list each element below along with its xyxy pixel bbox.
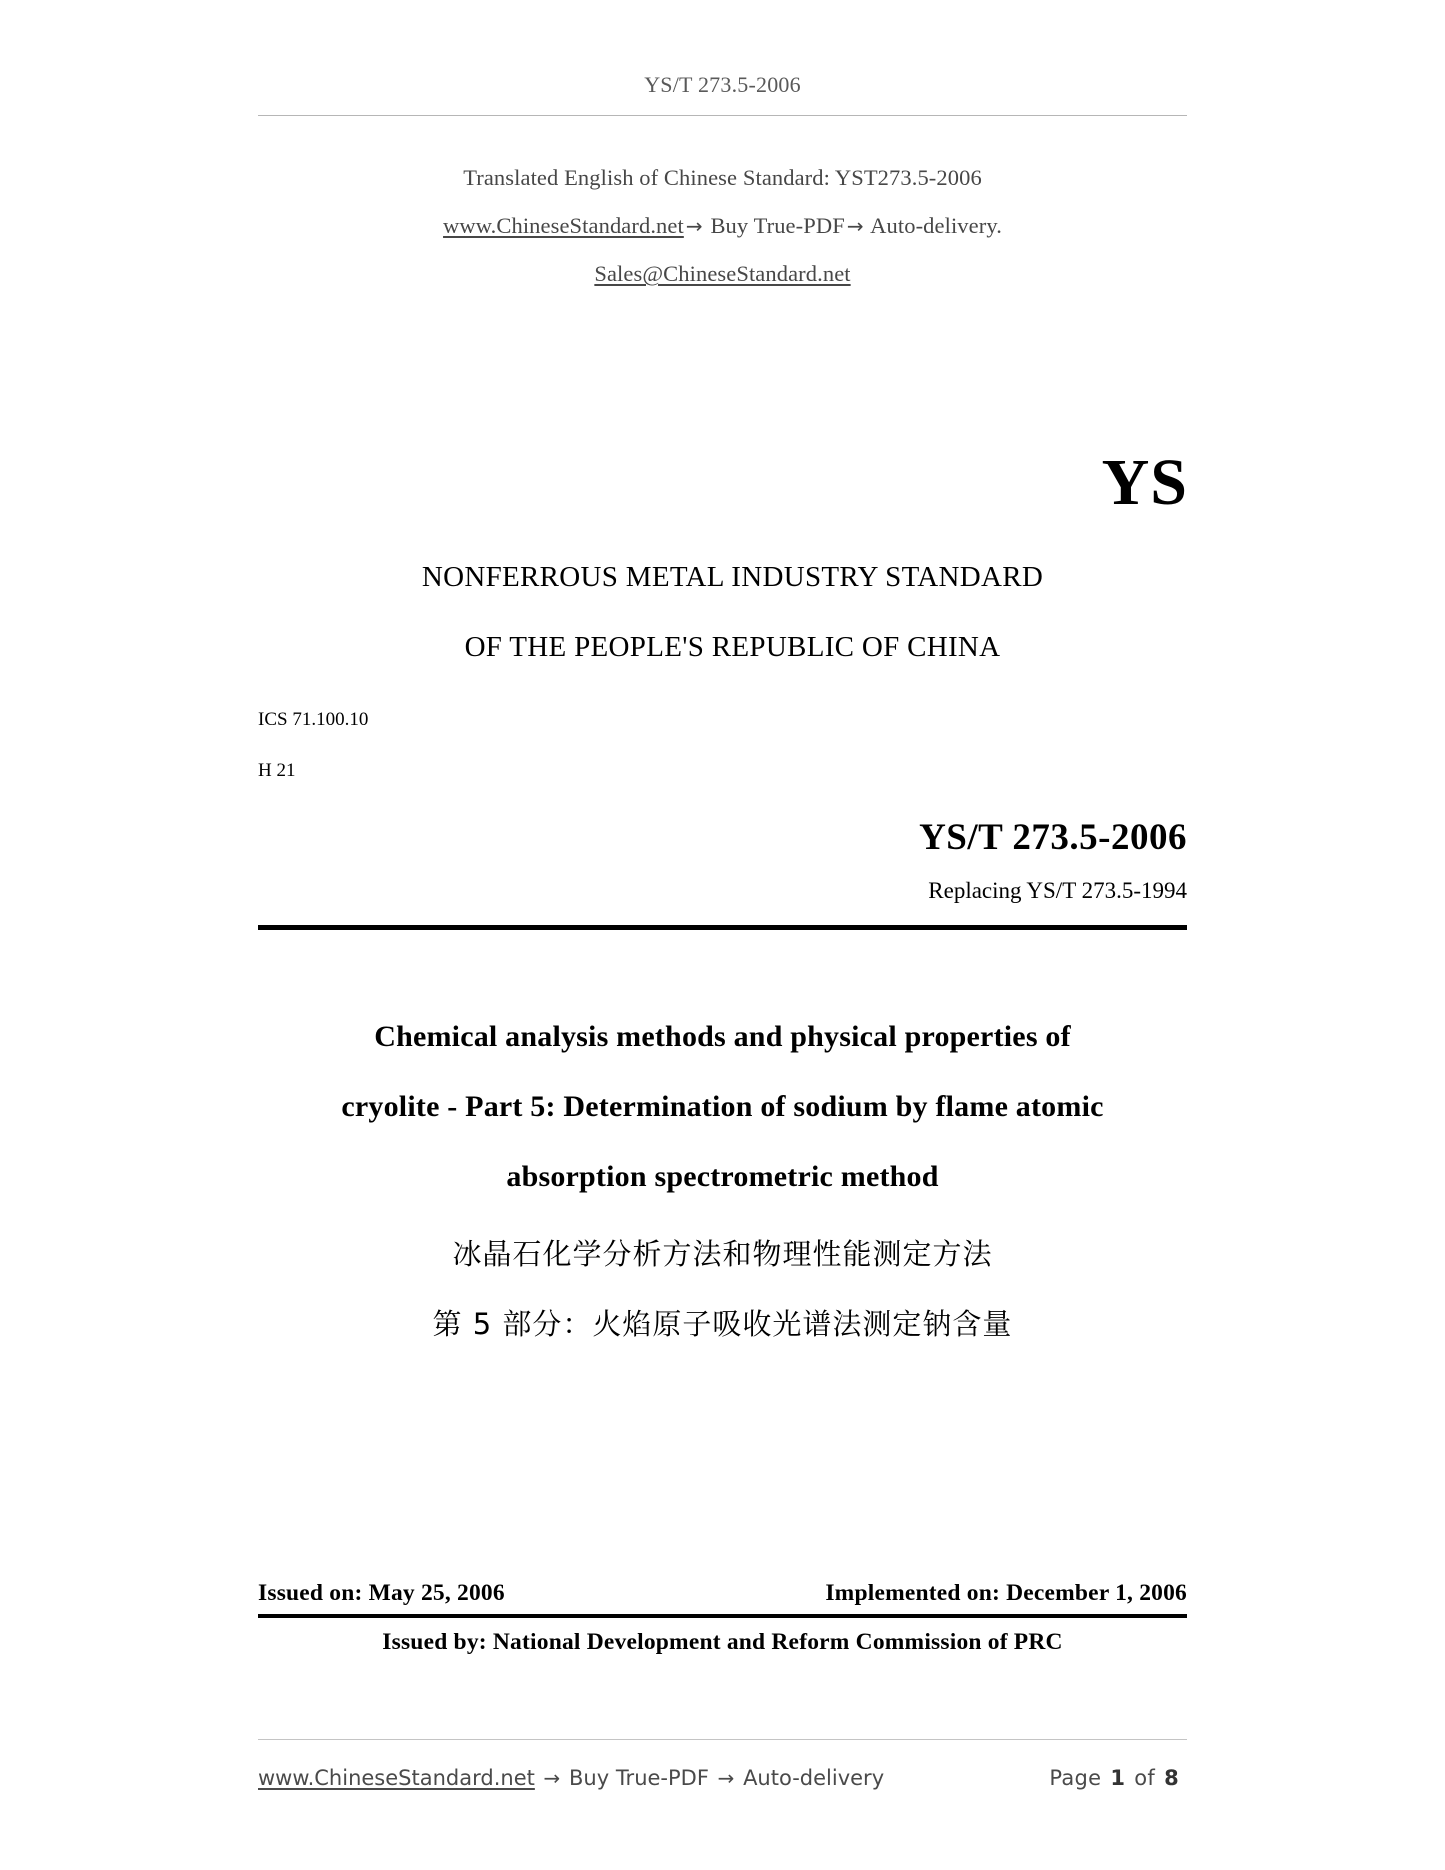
- page-label: Page: [1049, 1766, 1102, 1790]
- issuance-divider: [258, 1614, 1187, 1618]
- title-zh-line-2: 第 5 部分：火焰原子吸收光谱法测定钠含量: [432, 1307, 1013, 1341]
- organization-heading: [0, 542, 1445, 682]
- issuance-dates-row: [258, 1580, 1187, 1607]
- page-total: 8: [1164, 1766, 1179, 1790]
- page-of-label: of: [1134, 1766, 1156, 1790]
- title-en-line-2: cryolite - Part 5: Determination of sodium by flame atomic: [341, 1090, 1104, 1123]
- arrow-icon-3: →: [543, 1766, 561, 1790]
- standard-replacing: Replacing YS/T 273.5-1994: [928, 878, 1187, 903]
- classification-codes: [0, 694, 1445, 796]
- classification-code: H 21: [258, 760, 296, 781]
- header-divider: [258, 115, 1187, 116]
- promo-email-link[interactable]: Sales@ChineseStandard.net: [594, 261, 851, 286]
- issued-on-date: Issued on: May 25, 2006: [258, 1580, 505, 1606]
- footer-row: [258, 1766, 1187, 1790]
- title-en-line-3: absorption spectrometric method: [506, 1160, 939, 1193]
- arrow-icon-4: →: [717, 1766, 735, 1790]
- arrow-icon-1: →: [685, 214, 703, 238]
- promo-website-link[interactable]: www.ChineseStandard.net: [443, 213, 684, 238]
- implemented-on-date: Implemented on: December 1, 2006: [825, 1580, 1187, 1606]
- promo-buy-text: Buy True-PDF: [710, 213, 845, 238]
- arrow-icon-2: →: [846, 214, 864, 238]
- footer-delivery-text: Auto-delivery: [743, 1766, 885, 1790]
- page-footer: [258, 1739, 1187, 1790]
- promo-email-line: [0, 250, 1445, 298]
- standard-number-block: [0, 814, 1445, 906]
- footer-promo: [258, 1766, 884, 1790]
- promo-purchase-line: [0, 202, 1445, 250]
- header-standard-id: YS/T 273.5-2006: [644, 72, 801, 97]
- page-indicator: [1049, 1766, 1187, 1790]
- title-block: [0, 1002, 1445, 1352]
- standard-number: YS/T 273.5-2006: [919, 817, 1187, 858]
- org-heading-line-1: NONFERROUS METAL INDUSTRY STANDARD: [421, 561, 1044, 593]
- footer-divider: [258, 1739, 1187, 1740]
- page-number: 1: [1110, 1766, 1126, 1790]
- promo-translation-note: Translated English of Chinese Standard: YST273.5-2006: [463, 165, 982, 190]
- emblem-row: [0, 446, 1445, 519]
- title-en-line-1: Chemical analysis methods and physical properties of: [374, 1020, 1071, 1053]
- footer-buy-text: Buy True-PDF: [569, 1766, 709, 1790]
- org-heading-line-2: OF THE PEOPLE'S REPUBLIC OF CHINA: [464, 631, 1001, 663]
- footer-website-link[interactable]: www.ChineseStandard.net: [258, 1766, 535, 1790]
- issuance-block: [258, 1580, 1187, 1656]
- running-header: [0, 0, 1445, 98]
- ys-logo: YS: [1101, 446, 1188, 519]
- promo-delivery-text: Auto-delivery.: [870, 213, 1002, 238]
- standard-divider: [258, 925, 1187, 930]
- title-zh-line-1: 冰晶石化学分析方法和物理性能测定方法: [452, 1237, 993, 1271]
- ics-code: ICS 71.100.10: [258, 709, 369, 730]
- issued-by-authority: Issued by: National Development and Reform Commission of PRC: [382, 1629, 1063, 1655]
- promo-block: [0, 154, 1445, 298]
